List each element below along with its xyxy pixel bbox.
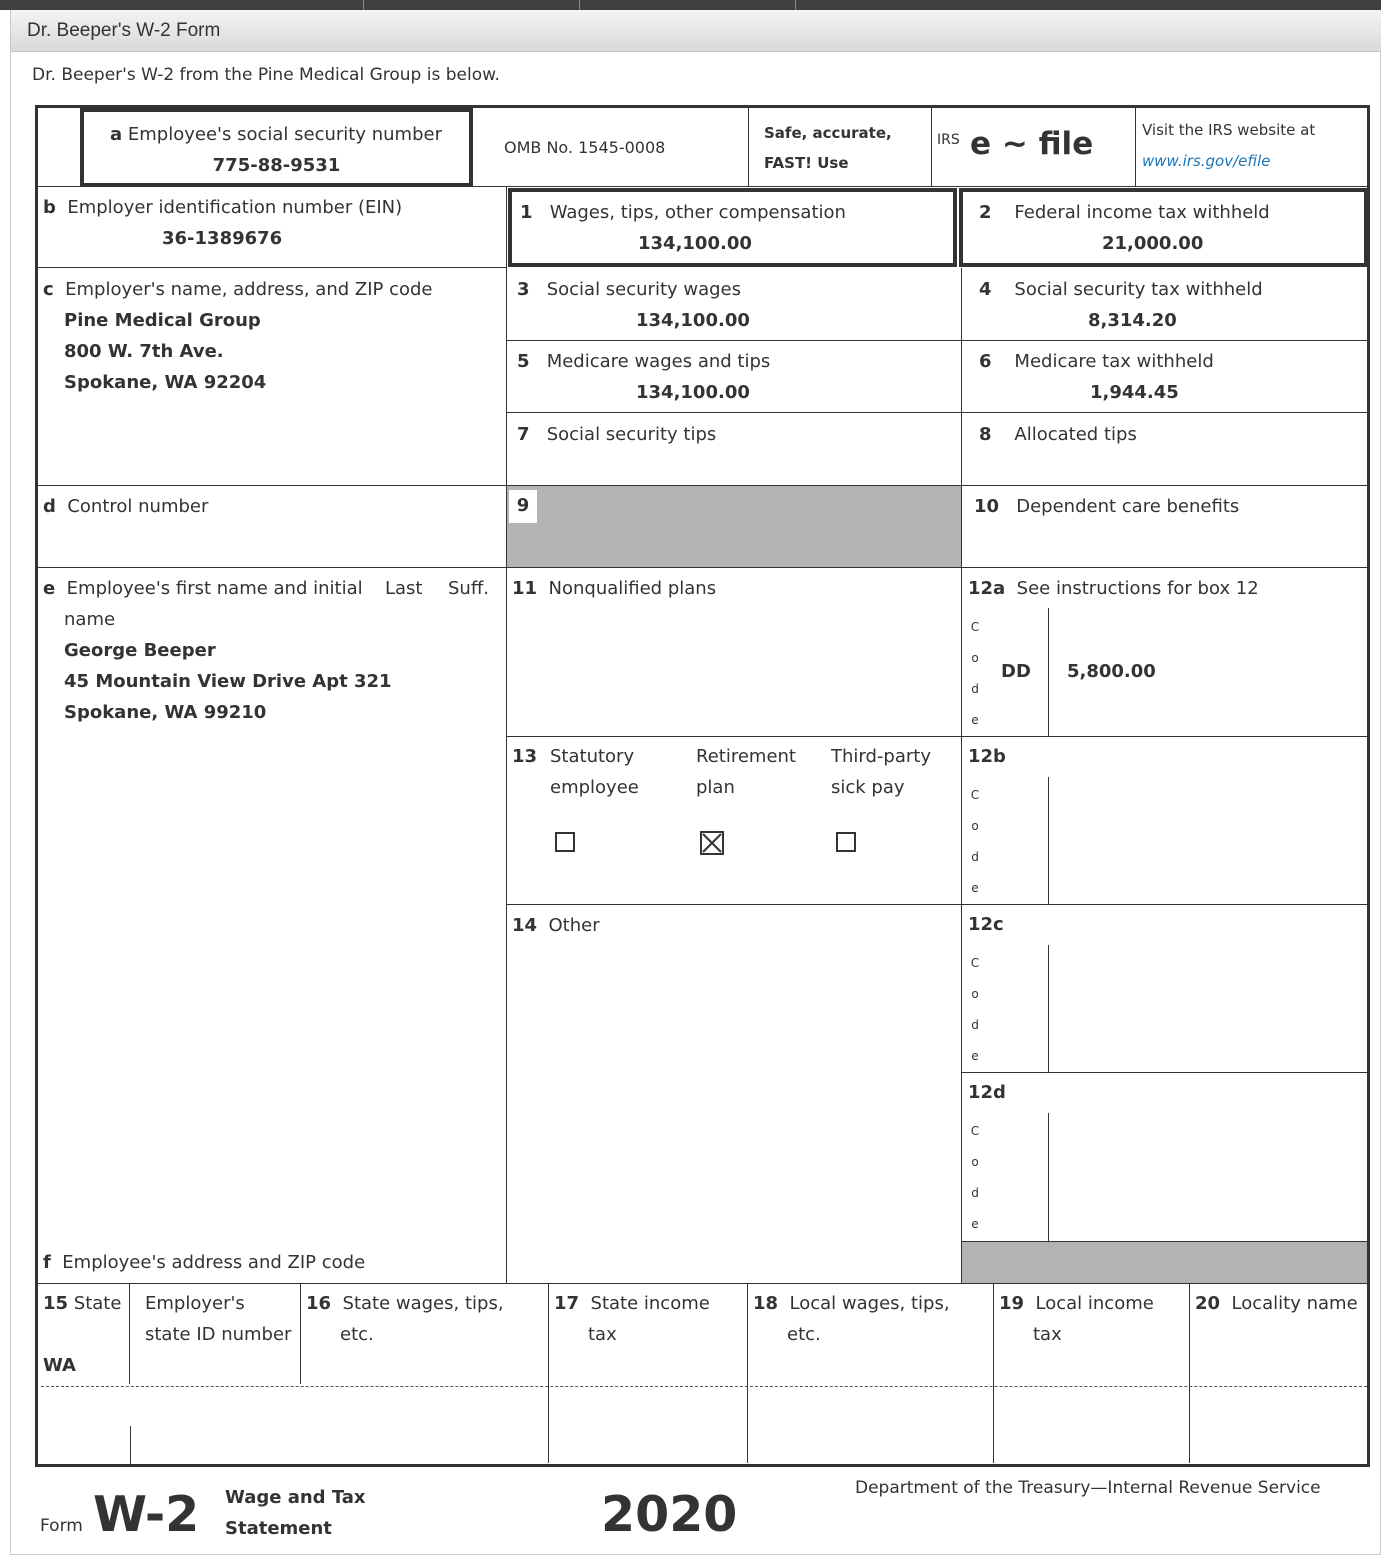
box-13-number: 13 xyxy=(512,746,538,767)
box-b-label: Employer identification number (EIN) xyxy=(67,197,403,218)
box-2 xyxy=(959,188,1368,267)
box-e-employee xyxy=(38,568,507,1283)
retirement-label-1: Retirement xyxy=(696,746,796,767)
name-word: name xyxy=(64,609,116,630)
code-letter: C xyxy=(970,788,980,802)
box-11-label: Nonqualified plans xyxy=(548,578,717,599)
panel-title: Dr. Beeper's W-2 Form xyxy=(11,10,1381,52)
safe-line-1: Safe, accurate, xyxy=(764,124,892,142)
safe-cell xyxy=(749,108,932,187)
box-20-label: Locality name xyxy=(1231,1293,1358,1314)
state-value: WA xyxy=(43,1355,76,1376)
box-8-number: 8 xyxy=(979,424,992,445)
box-11-number: 11 xyxy=(512,578,538,599)
box-12c xyxy=(962,905,1367,1073)
irs-visit-text: Visit the IRS website at xyxy=(1142,121,1316,139)
box-19-label-2: tax xyxy=(1033,1324,1062,1345)
top-strip-segment xyxy=(0,0,364,10)
box-1-label: Wages, tips, other compensation xyxy=(549,202,846,223)
code-letter: C xyxy=(970,1124,980,1138)
box-2-label: Federal income tax withheld xyxy=(1014,202,1270,223)
box-1 xyxy=(508,188,957,267)
box-12a-number: 12a xyxy=(968,578,1006,599)
code-letter: e xyxy=(971,713,979,727)
code-divider xyxy=(1048,608,1049,737)
thirdparty-label-1: Third-party xyxy=(831,746,931,767)
box-19-number: 19 xyxy=(999,1293,1025,1314)
thirdparty-label-2: sick pay xyxy=(831,777,905,798)
employer-street: 800 W. 7th Ave. xyxy=(64,341,224,362)
box-e-label: Employee's first name and initial xyxy=(66,578,363,599)
irs-small-text: IRS xyxy=(937,132,960,148)
top-strip-segment xyxy=(364,0,580,10)
employer-name: Pine Medical Group xyxy=(64,310,261,331)
box-6 xyxy=(962,341,1367,413)
checkmark-icon xyxy=(702,833,722,853)
box-16-label-2: etc. xyxy=(340,1324,374,1345)
box-8 xyxy=(962,413,1367,486)
box-9-number: 9 xyxy=(509,490,537,523)
box-12b-number: 12b xyxy=(968,746,1006,767)
box-5 xyxy=(507,341,962,413)
code-letter: o xyxy=(971,1155,979,1169)
box-10-label: Dependent care benefits xyxy=(1016,496,1240,517)
statutory-label-1: Statutory xyxy=(550,746,635,767)
box-d-label: Control number xyxy=(67,496,209,517)
last-label: Last xyxy=(385,578,423,599)
box-19-label-1: Local income xyxy=(1035,1293,1154,1314)
box-19 xyxy=(994,1283,1190,1463)
box-c-employer xyxy=(38,268,507,486)
efile-logo: e ~ file xyxy=(970,126,1094,162)
suff-label: Suff. xyxy=(448,578,489,599)
box-1-number: 1 xyxy=(520,202,533,223)
box-17 xyxy=(549,1283,748,1463)
box-a-ssn xyxy=(80,108,473,187)
box-18-label-2: etc. xyxy=(787,1324,821,1345)
code-letter: C xyxy=(970,620,980,634)
box-12b xyxy=(962,737,1367,905)
box-12a-label: See instructions for box 12 xyxy=(1016,578,1259,599)
box-4-value: 8,314.20 xyxy=(1088,310,1177,331)
retirement-label-2: plan xyxy=(696,777,735,798)
box-20-number: 20 xyxy=(1195,1293,1221,1314)
box-3-value: 134,100.00 xyxy=(636,310,750,331)
form-title-line-2: Statement xyxy=(225,1518,332,1539)
box-5-value: 134,100.00 xyxy=(636,382,750,403)
statutory-checkbox[interactable] xyxy=(555,832,575,852)
box-2-value: 21,000.00 xyxy=(1102,233,1204,254)
box-7-number: 7 xyxy=(517,424,530,445)
box-15-number: 15 xyxy=(43,1293,69,1314)
box-3-number: 3 xyxy=(517,279,530,300)
box-18-number: 18 xyxy=(753,1293,779,1314)
box-17-label-1: State income xyxy=(590,1293,710,1314)
state-second-row-divider xyxy=(130,1426,131,1466)
code-divider xyxy=(1048,1113,1049,1241)
box-12-shaded xyxy=(962,1241,1367,1283)
code-letter: e xyxy=(971,881,979,895)
box-14-label: Other xyxy=(548,915,600,936)
box-c-label: Employer's name, address, and ZIP code xyxy=(65,279,433,300)
box-f-letter: f xyxy=(43,1252,51,1273)
code-letter: e xyxy=(971,1217,979,1231)
box-3 xyxy=(507,268,962,341)
form-footer xyxy=(35,1468,1370,1548)
statutory-label-2: employee xyxy=(550,777,639,798)
box-5-label: Medicare wages and tips xyxy=(546,351,771,372)
omb-number: OMB No. 1545-0008 xyxy=(504,138,666,157)
box-12a-value: 5,800.00 xyxy=(1067,661,1156,682)
box-15-employer-id xyxy=(130,1283,301,1384)
box-18-label-1: Local wages, tips, xyxy=(789,1293,950,1314)
box-a-letter: a xyxy=(110,124,123,145)
code-letter: o xyxy=(971,819,979,833)
box-f-label: Employee's address and ZIP code xyxy=(62,1252,366,1273)
box-18 xyxy=(748,1283,994,1463)
box-16-number: 16 xyxy=(306,1293,332,1314)
box-4 xyxy=(962,268,1367,341)
box-d-letter: d xyxy=(43,496,56,517)
box-11 xyxy=(507,568,962,737)
box-b-ein xyxy=(38,187,507,268)
state-row-dashed-divider xyxy=(41,1386,1367,1387)
box-b-value: 36-1389676 xyxy=(162,228,283,249)
employer-id-label-2: state ID number xyxy=(145,1324,292,1345)
code-letter: e xyxy=(971,1049,979,1063)
code-letter: d xyxy=(971,1018,979,1032)
box-12a xyxy=(962,568,1367,737)
form-word: Form xyxy=(40,1516,83,1536)
irs-visit-cell xyxy=(1136,108,1367,187)
irs-efile-link[interactable]: www.irs.gov/efile xyxy=(1142,152,1271,170)
employer-city: Spokane, WA 92204 xyxy=(64,372,267,393)
code-letter: o xyxy=(971,651,979,665)
code-letter: o xyxy=(971,987,979,1001)
box-13 xyxy=(507,737,962,905)
top-strip-segment xyxy=(580,0,796,10)
box-6-value: 1,944.45 xyxy=(1090,382,1179,403)
box-16 xyxy=(301,1283,549,1463)
thirdparty-checkbox[interactable] xyxy=(836,832,856,852)
box-d-control xyxy=(38,486,507,568)
box-8-label: Allocated tips xyxy=(1014,424,1137,445)
box-c-letter: c xyxy=(43,279,54,300)
code-divider xyxy=(1048,945,1049,1073)
department-text: Department of the Treasury—Internal Revenue Service xyxy=(855,1478,1321,1498)
box-16-label-1: State wages, tips, xyxy=(342,1293,504,1314)
box-a-value: 775-88-9531 xyxy=(212,155,341,176)
box-10-number: 10 xyxy=(974,496,1000,517)
efile-cell xyxy=(932,108,1136,187)
box-17-label-2: tax xyxy=(588,1324,617,1345)
code-divider xyxy=(1048,777,1049,905)
box-a-label: Employee's social security number xyxy=(127,124,442,145)
employee-street: 45 Mountain View Drive Apt 321 xyxy=(64,671,392,692)
box-3-label: Social security wages xyxy=(546,279,742,300)
box-7 xyxy=(507,413,962,486)
code-letter: C xyxy=(970,956,980,970)
box-15-state xyxy=(38,1283,130,1384)
form-name: W-2 xyxy=(93,1486,200,1543)
box-7-label: Social security tips xyxy=(546,424,717,445)
code-letter: d xyxy=(971,850,979,864)
box-6-label: Medicare tax withheld xyxy=(1014,351,1214,372)
void-cell xyxy=(38,108,82,187)
box-6-number: 6 xyxy=(979,351,992,372)
box-4-number: 4 xyxy=(979,279,992,300)
box-17-number: 17 xyxy=(554,1293,580,1314)
box-5-number: 5 xyxy=(517,351,530,372)
box-15-label: State xyxy=(73,1293,122,1314)
intro-text: Dr. Beeper's W-2 from the Pine Medical Group is below. xyxy=(32,65,500,85)
box-12c-number: 12c xyxy=(968,914,1004,935)
box-12d xyxy=(962,1073,1367,1241)
omb-cell xyxy=(473,108,749,187)
box-1-value: 134,100.00 xyxy=(638,233,752,254)
box-10 xyxy=(962,486,1367,568)
box-20 xyxy=(1190,1283,1367,1463)
box-4-label: Social security tax withheld xyxy=(1014,279,1263,300)
box-b-letter: b xyxy=(43,197,56,218)
box-12d-number: 12d xyxy=(968,1082,1006,1103)
top-strip xyxy=(0,0,1381,10)
code-letter: d xyxy=(971,1186,979,1200)
safe-line-2: FAST! Use xyxy=(764,154,849,172)
form-title-line-1: Wage and Tax xyxy=(225,1487,366,1508)
w2-form xyxy=(35,105,1370,1467)
box-e-letter: e xyxy=(43,578,56,599)
box-14 xyxy=(507,905,962,1283)
employee-city: Spokane, WA 99210 xyxy=(64,702,267,723)
code-letter: d xyxy=(971,682,979,696)
box-2-number: 2 xyxy=(979,202,992,223)
employer-id-label-1: Employer's xyxy=(145,1293,245,1314)
box-9 xyxy=(507,486,962,568)
employee-name: George Beeper xyxy=(64,640,216,661)
box-12a-code: DD xyxy=(1001,661,1031,682)
retirement-checkbox[interactable] xyxy=(700,831,724,855)
box-14-number: 14 xyxy=(512,915,538,936)
tax-year: 2020 xyxy=(601,1486,738,1543)
